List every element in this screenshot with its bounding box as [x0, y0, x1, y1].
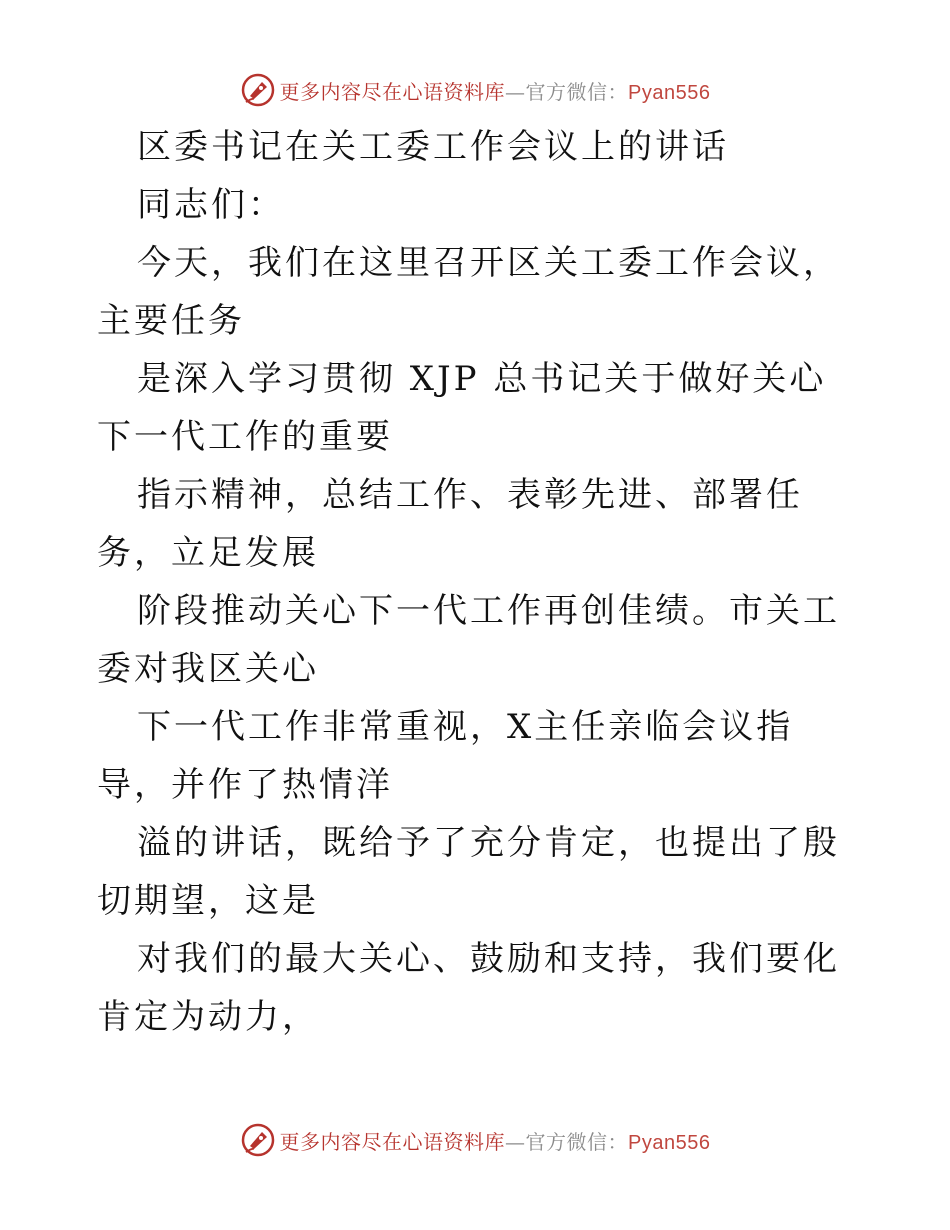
- paragraph-line: 是深入学习贯彻 XJP 总书记关于做好关心下一代工作的重要: [97, 359, 827, 457]
- paragraph-line: 今天，我们在这里召开区关工委工作会议，主要任务: [97, 243, 840, 341]
- banner-dash: —: [505, 1129, 526, 1154]
- header-watermark-banner: [0, 70, 950, 110]
- paragraph-line: 下一代工作非常重视，X主任亲临会议指导，并作了热情洋: [97, 707, 794, 805]
- banner-text: [280, 1126, 711, 1155]
- banner-wechat-id: Pyan556: [628, 1131, 711, 1154]
- banner-site-name: 更多内容尽在心语资料库: [279, 1129, 506, 1154]
- banner-dash: —: [505, 79, 526, 104]
- paragraph-line: 阶段推动关心下一代工作再创佳绩。市关工委对我区关心: [97, 591, 840, 689]
- paragraph-line: 指示精神，总结工作、表彰先进、部署任务，立足发展: [97, 475, 803, 573]
- pen-nib-circle-icon: [240, 1122, 276, 1158]
- document-title: 区委书记在关工委工作会议上的讲话: [137, 127, 729, 167]
- banner-text: [280, 76, 711, 105]
- paragraph-line: 对我们的最大关心、鼓励和支持，我们要化肯定为动力，: [97, 939, 840, 1037]
- pen-nib-circle-icon: [240, 72, 276, 108]
- banner-wechat-label: 官方微信：: [525, 79, 629, 104]
- banner-wechat-label: 官方微信：: [525, 1129, 629, 1154]
- document-salutation: 同志们：: [137, 185, 285, 225]
- footer-watermark-banner: [0, 1120, 950, 1160]
- banner-site-name: 更多内容尽在心语资料库: [279, 79, 506, 104]
- paragraph-line: 溢的讲话，既给予了充分肯定，也提出了殷切期望，这是: [97, 823, 840, 921]
- banner-wechat-id: Pyan556: [628, 81, 711, 104]
- document-body: [97, 118, 857, 1046]
